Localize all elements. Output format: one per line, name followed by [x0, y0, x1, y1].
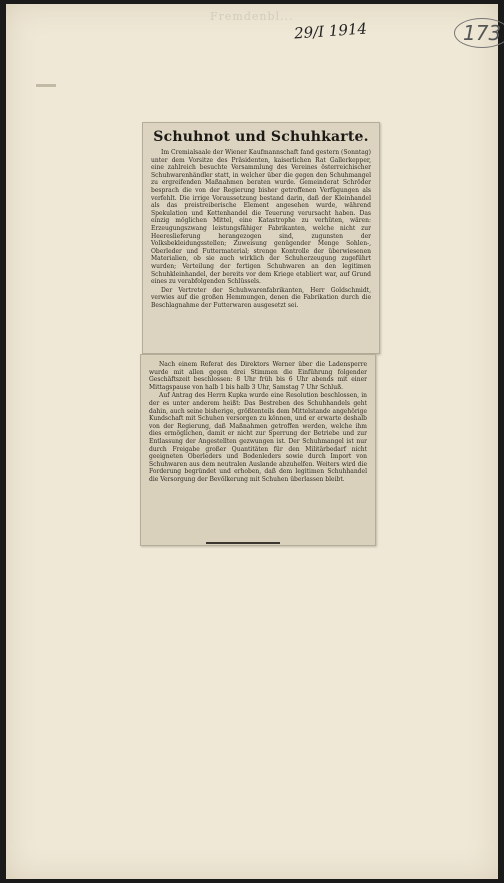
folio-number: 173 [454, 18, 504, 48]
article-paragraph: Der Vertreter der Schuhwarenfabrikanten, Herr Goldschmidt, verwies auf die großen Hemmungen, denen die Fabrikation durch die Beschlagnahme der Futterwaren ausgesetzt sei. [151, 286, 371, 309]
article-continuation [149, 361, 367, 484]
faded-stamp: Fremdenbl... [210, 10, 294, 23]
article-body [151, 149, 371, 309]
article-paragraph: Nach einem Referat des Direktors Werner über die Ladensperre wurde mit allen gegen drei Stimmen die Einführung folgender Geschäftszeit beschlossen: 8 Uhr früh bis 6 Uhr abends mit einer Mittagspause von halb 1 bis halb 3 Uhr, Samstag 7 Uhr Schluß. [149, 361, 367, 391]
paper-mark [36, 84, 56, 87]
end-rule [206, 542, 280, 544]
newspaper-clipping-top [142, 122, 380, 354]
article-headline: Schuhnot und Schuhkarte. [153, 129, 369, 145]
article-paragraph: Auf Antrag des Herrn Kupka wurde eine Resolution beschlossen, in der es unter anderem heißt: Das Bestreben des Schuhhandels geht dahin, auch seine bisherige, größtenteils dem Mittelstande angehörige Kundschaft mit Schuhen versorgen zu können, und er erwarte deshalb von der Regierung, daß Maßnahmen getroffen werden, welche ihm dies ermöglichen, damit er nicht zur Sperrung der Betriebe und zur Entlassung der Angestellten gezwungen ist. Der Schuhmangel ist nur durch Freigabe großer Quantitäten für den Militärbedarf nicht geeigneten Oberleders und Bodenleders sowie durch Import von Schuhwaren aus dem neutralen Auslande abzuhelfen. Weiters wird die Forderung begründet und erhoben, daß dem legitimen Schuhhandel die Versorgung der Bevölkerung mit Schuhen überlassen bleibt. [149, 392, 367, 483]
handwritten-date: 29/I 1914 [293, 19, 368, 43]
article-paragraph: Im Cremialsaale der Wiener Kaufmannschaft fand gestern (Sonntag) unter dem Vorsitze des Präsidenten, kaiserlichen Rat Gallerkepper, eine zahlreich besuchte Versammlung des Vereines österreichischer Schuhwarenhändler statt, in welcher über die gegen den Schuhmangel zu ergreifenden Maßnahmen beraten wurde. Gemeinderat Schröder besprach die von der Regierung bisher getroffenen Verfügungen als verfehlt. Die irrige Voraussetzung bestand darin, daß der Kleinhandel als das preistreiberische Element angesehen wurde, während Spekulation und Kettenhandel die Teuerung verursacht haben. Das einzig möglichen Mittel, eine Katastrophe zu verhüten, wären: Erzeugungszwang leistungsfähiger Fabrikanten, welche nicht zur Heereslieferung herangezogen sind, zugunsten der Volksbekleidungsstellen; Zuweisung genügender Menge Sohlen-, Oberleder und Futtermaterial; strenge Kontrolle der überwiesenen Materialien, ob sie auch wirklich der Schuherzeugung zugeführt wurden; Verteilung der fertigen Schuhwaren an den legitimen Schuhkleinhandel, der bereits vor dem Kriege etabliert war, auf Grund eines zu verabfolgenden Schlüssels. [151, 149, 371, 286]
newspaper-clipping-bottom [140, 354, 376, 546]
